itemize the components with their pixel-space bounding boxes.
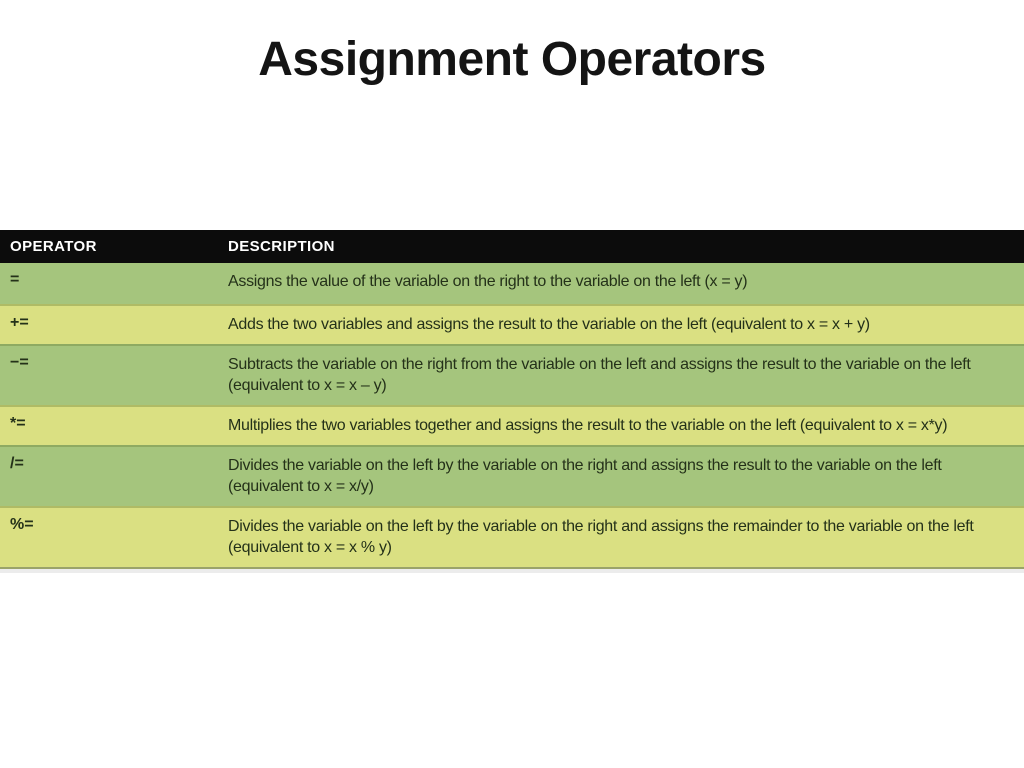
description-cell: Subtracts the variable on the right from the variable on the left and assigns the result to the variable on the left (equivalent to x = x – y) <box>228 356 971 394</box>
table-row <box>0 263 1024 304</box>
table-row <box>0 344 1024 405</box>
description-cell: Multiplies the two variables together and assigns the result to the variable on the left (equivalent to x = x*y) <box>228 417 948 434</box>
operator-cell: = <box>10 271 20 288</box>
description-cell: Adds the two variables and assigns the result to the variable on the left (equivalent to x = x + y) <box>228 316 870 333</box>
column-header-operator: OPERATOR <box>10 238 97 255</box>
table-body <box>0 263 1024 567</box>
operator-cell: −= <box>10 354 29 371</box>
operator-cell: /= <box>10 455 24 472</box>
description-cell: Assigns the value of the variable on the right to the variable on the left (x = y) <box>228 273 748 290</box>
operator-cell: += <box>10 314 29 331</box>
table-row <box>0 506 1024 567</box>
column-header-description: DESCRIPTION <box>228 238 335 255</box>
assignment-operators-table <box>0 230 1024 569</box>
table-header-row <box>0 230 1024 263</box>
table-row <box>0 304 1024 344</box>
operator-cell: *= <box>10 415 26 432</box>
table-row <box>0 405 1024 445</box>
operator-cell: %= <box>10 516 34 533</box>
page-title: Assignment Operators <box>258 33 766 86</box>
table-row <box>0 445 1024 506</box>
description-cell: Divides the variable on the left by the variable on the right and assigns the result to the variable on the left (equivalent to x = x/y) <box>228 457 942 495</box>
description-cell: Divides the variable on the left by the variable on the right and assigns the remainder to the variable on the left (equivalent to x = x % y) <box>228 518 974 556</box>
